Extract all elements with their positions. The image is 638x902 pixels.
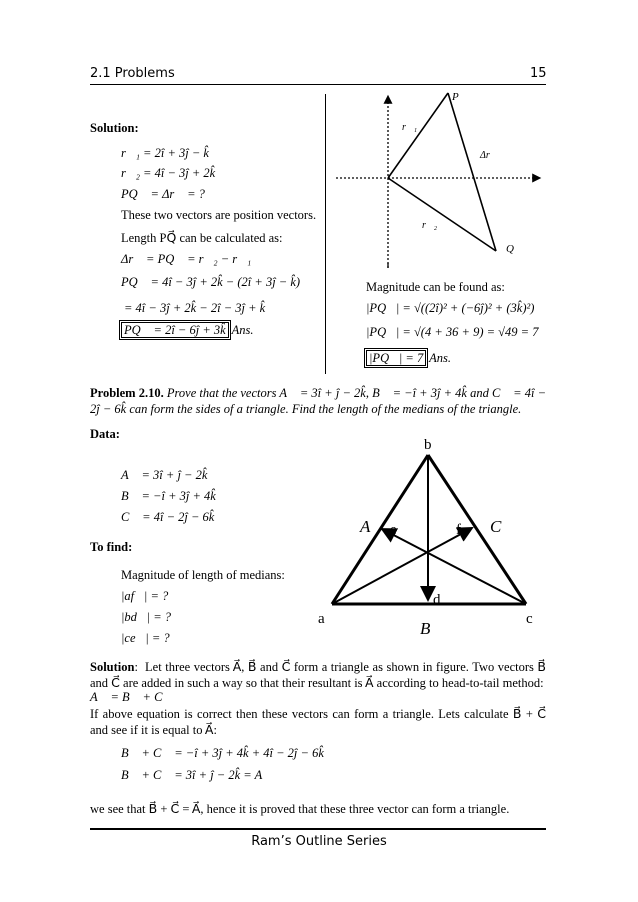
solution-line-1: B⃗ + C⃗ = −î + 3ĵ + 4k̂ + 4î − 2ĵ − 6k̂	[121, 746, 324, 760]
point-d: d	[433, 592, 441, 608]
solution-paragraph-2: If above equation is correct then these vectors can form a triangle. Lets calculate B⃗ + C⃗ and see if it is equal to A⃗:	[90, 707, 546, 737]
column-divider	[325, 94, 326, 374]
data-vector-b: B⃗ = −î + 3ĵ + 4k̂	[121, 489, 216, 503]
vertex-c: c	[526, 611, 533, 627]
footer-series: Ram’s Outline Series	[251, 834, 387, 849]
vector-b-label: B⃗	[420, 619, 444, 638]
position-vector-figure	[330, 88, 546, 273]
r1-vector	[388, 93, 448, 178]
magnitude-ans-label: Ans.	[429, 351, 451, 365]
data-vector-c: C⃗ = 4î − 2ĵ − 6k̂	[121, 510, 215, 524]
calc-line-1: Δr⃗ = PQ⃗ = r⃗₂ − r⃗₁	[121, 252, 252, 266]
solution-line-2: B⃗ + C⃗ = 3î + ĵ − 2k̂ = A⃗	[121, 768, 272, 782]
answer-box: PQ⃗ = 2î − 6ĵ + 3k̂	[121, 322, 229, 338]
label-r2: r⃗₂	[422, 220, 438, 231]
page-number: 15	[530, 66, 547, 81]
prev-solution-label: Solution:	[90, 121, 139, 135]
median-bd: |bd⃗| = ?	[121, 610, 172, 624]
triangle-figure	[310, 436, 550, 646]
data-label: Data:	[90, 427, 120, 441]
solution-text-1: Let three vectors A⃗, B⃗ and C⃗ form a triangle as shown in figure. Two vectors B⃗ and C⃗ are added in such a way so that their resultant is A⃗ according to head-to-tail method:	[90, 660, 546, 690]
r2-line: r⃗₂ = 4î − 3ĵ + 2k̂	[121, 166, 216, 180]
label-delta-r: Δr⃗	[480, 150, 498, 161]
to-find-label: To find:	[90, 540, 133, 554]
median-c-e	[382, 529, 526, 604]
median-ce: |ce⃗| = ?	[121, 631, 170, 645]
vertex-b: b	[424, 437, 432, 453]
point-f: f	[456, 522, 461, 538]
vector-c-label: C⃗	[490, 517, 515, 536]
problem-statement	[90, 385, 546, 417]
magnitude-intro: Magnitude can be found as:	[366, 280, 505, 294]
calc-line-3: = 4î − 3ĵ + 2k̂ − 2î − 3ĵ + k̂	[124, 301, 266, 315]
solution-paragraph-1: Solution: Let three vectors A⃗, B⃗ and C⃗ form a triangle as shown in figure. Two vectors B⃗ and C⃗ are added in such a way so that their resultant is A⃗ according to head-to-tail method:	[90, 660, 546, 690]
label-r1: r⃗₁	[402, 122, 418, 133]
magnitude-answer-line	[366, 351, 451, 366]
answer-line	[121, 323, 253, 338]
magnitude-answer-box: |PQ⃗| = 7	[366, 350, 426, 366]
magnitude-line-2: |PQ⃗| = √(4 + 36 + 9) = √49 = 7	[366, 325, 539, 339]
magnitude-line-1: |PQ⃗| = √((2î)² + (−6ĵ)² + (3k̂)²)	[366, 301, 535, 315]
footer-rule	[90, 828, 546, 830]
delta-r-vector	[448, 93, 496, 251]
problem-text: Prove that the vectors A⃗ = 3î + ĵ − 2k̂, B⃗ = −î + 3ĵ + 4k̂ and C⃗ = 4î − 2ĵ − 6k̂ can form the sides of a triangle. Find the length of the medians of the triangle.	[90, 386, 547, 416]
data-vector-a: A⃗ = 3î + ĵ − 2k̂	[121, 468, 208, 482]
calc-line-2: PQ⃗ = 4î − 3ĵ + 2k̂ − (2î + 3ĵ − k̂)	[121, 275, 301, 289]
vector-a-label: A⃗	[360, 517, 384, 536]
r2-vector	[388, 178, 496, 251]
section-header: 2.1 Problems	[90, 66, 175, 81]
label-q: Q	[506, 243, 514, 255]
ans-label: Ans.	[231, 323, 254, 337]
solution-label: Solution	[90, 660, 135, 674]
problem-title: Problem 2.10.	[90, 386, 164, 400]
pq-line: PQ⃗ = Δr⃗ = ?	[121, 187, 205, 201]
median-af: |af⃗| = ?	[121, 589, 169, 603]
vertex-a: a	[318, 611, 325, 627]
label-p: P	[452, 91, 459, 103]
note-length: Length PQ⃗ can be calculated as:	[121, 231, 283, 245]
solution-conclusion: we see that B⃗ + C⃗ = A⃗, hence it is proved that these three vector can form a triangle.	[90, 802, 510, 816]
r1-line: r⃗₁ = 2î + 3ĵ − k̂	[121, 146, 209, 160]
note-position-vectors: These two vectors are position vectors.	[121, 208, 317, 222]
solution-equation: A⃗ = B⃗ + C⃗	[90, 690, 173, 704]
point-e: e	[390, 522, 397, 538]
to-find-intro: Magnitude of length of medians:	[121, 568, 285, 582]
header-rule	[90, 84, 546, 85]
